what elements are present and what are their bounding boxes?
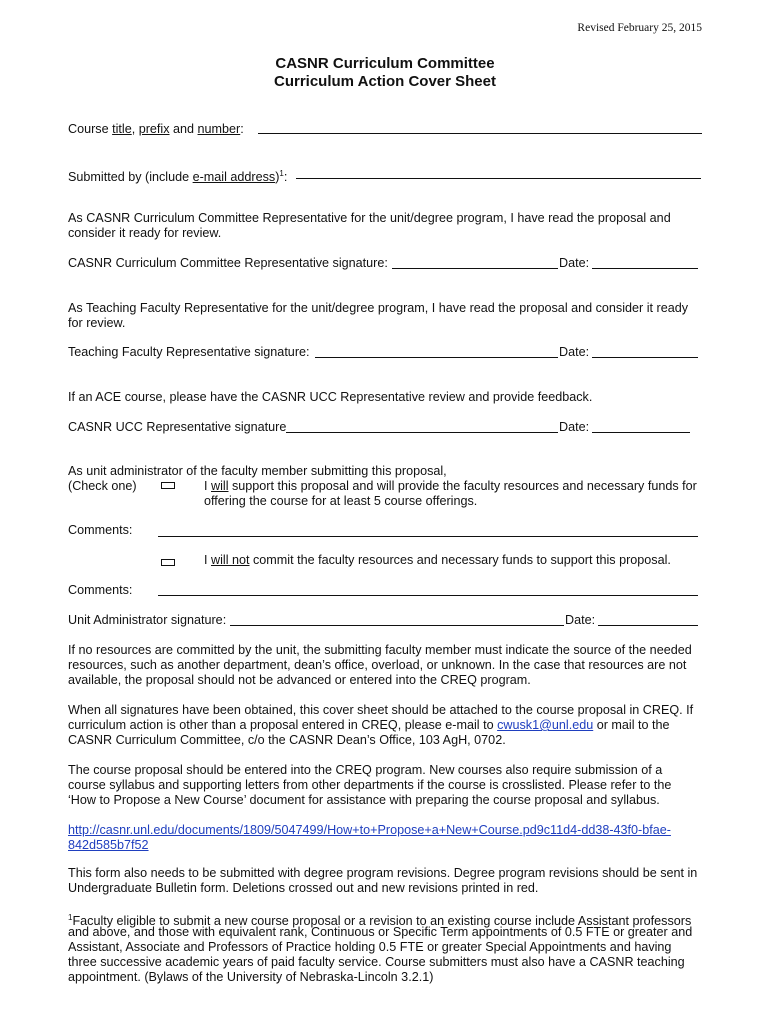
faculty-statement-line1: As Teaching Faculty Representative for the unit/degree program, I have read the proposal and consider it ready bbox=[68, 301, 689, 315]
creq-line3: ‘How to Propose a New Course’ document for assistance with preparing the course proposal and syllabus. bbox=[68, 793, 660, 807]
footnote-line1: $^1$Faculty eligible to submit a new course proposal or a revision to an existing course include Assistant professors bbox=[68, 913, 692, 929]
ucc-signature-input[interactable] bbox=[286, 432, 558, 433]
check-one-label: (Check one) bbox=[68, 479, 137, 493]
support-option-line1: I will support this proposal and will provide the faculty resources and necessary funds for bbox=[204, 479, 697, 493]
comments2-label: Comments: bbox=[68, 583, 133, 597]
faculty-statement-line2: for review. bbox=[68, 316, 126, 330]
rep-date-input[interactable] bbox=[592, 268, 698, 269]
comments2-input[interactable] bbox=[158, 595, 698, 596]
ucc-date-label: Date: bbox=[559, 420, 590, 434]
faculty-date-input[interactable] bbox=[592, 357, 698, 358]
comments-input[interactable] bbox=[158, 536, 698, 537]
ace-statement: If an ACE course, please have the CASNR UCC Representative review and provide feedback. bbox=[68, 390, 593, 404]
no-resources-line2: resources, such as another department, dean’s office, overload, or unknown. In the case that resources are not bbox=[68, 658, 687, 672]
course-field-input[interactable] bbox=[258, 133, 702, 134]
support-checkbox[interactable] bbox=[161, 482, 175, 489]
no-resources-line1: If no resources are committed by the unit, the submitting faculty member must indicate the source of the needed bbox=[68, 643, 692, 657]
ucc-date-input[interactable] bbox=[592, 432, 690, 433]
revision-date: Revised February 25, 2015 bbox=[577, 22, 702, 34]
how-to-propose-link-cont[interactable]: 842d585b7f52 bbox=[68, 838, 149, 852]
submitted-by-input[interactable] bbox=[296, 178, 701, 179]
faculty-signature-label: Teaching Faculty Representative signature: bbox=[68, 345, 310, 359]
admin-date-label: Date: bbox=[565, 613, 596, 627]
degree-line1: This form also needs to be submitted with degree program revisions. Degree program revisions should be sent in bbox=[68, 866, 698, 880]
support-option-line2: offering the course for at least 5 course offerings. bbox=[204, 494, 478, 508]
committee-title: CASNR Curriculum Committee bbox=[275, 55, 495, 72]
faculty-date-label: Date: bbox=[559, 345, 590, 359]
no-support-option: I will not commit the faculty resources and necessary funds to support this proposal. bbox=[204, 553, 671, 567]
rep-date-label: Date: bbox=[559, 256, 590, 270]
how-to-propose-link[interactable]: http://casnr.unl.edu/documents/1809/5047499/How+to+Propose+a+New+Course.pd9c11d4-dd38-43f0-bfae- bbox=[68, 823, 671, 837]
signatures-line2: curriculum action is other than a proposal entered in CREQ, please e-mail to cwusk1@unl.edu or mail to the bbox=[68, 718, 670, 732]
footnote-line3: Assistant, Associate and Professors of Practice holding 0.5 FTE or greater Special Appointments and having bbox=[68, 940, 672, 954]
footnote-line4: three successive academic years of paid faculty service. Course submitters must also have a CASNR teaching bbox=[68, 955, 685, 969]
submitted-by-label: Submitted by (include e-mail address)$^1$: bbox=[68, 169, 288, 185]
signatures-line1: When all signatures have been obtained, this cover sheet should be attached to the course proposal in CREQ. If bbox=[68, 703, 694, 717]
creq-line1: The course proposal should be entered into the CREQ program. New courses also require submission of a bbox=[68, 763, 663, 777]
rep-statement-line2: consider it ready for review. bbox=[68, 226, 222, 240]
admin-date-input[interactable] bbox=[598, 625, 698, 626]
degree-line2: Undergraduate Bulletin form. Deletions crossed out and new revisions printed in red. bbox=[68, 881, 539, 895]
no-support-checkbox[interactable] bbox=[161, 559, 175, 566]
ucc-signature-label: CASNR UCC Representative signature bbox=[68, 420, 287, 434]
creq-line2: course syllabus and supporting letters from other departments if the course is crosslisted. Please refer to the bbox=[68, 778, 672, 792]
email-link[interactable]: cwusk1@unl.edu bbox=[497, 718, 594, 732]
footnote-line2: and above, and those with equivalent rank, Continuous or Specific Term appointments of 0.5 FTE or greater and bbox=[68, 925, 693, 939]
faculty-signature-input[interactable] bbox=[315, 357, 558, 358]
rep-signature-label: CASNR Curriculum Committee Representative signature: bbox=[68, 256, 388, 270]
comments-label: Comments: bbox=[68, 523, 133, 537]
sheet-title: Curriculum Action Cover Sheet bbox=[274, 73, 496, 90]
admin-signature-input[interactable] bbox=[230, 625, 564, 626]
footnote-line5: appointment. (Bylaws of the University of Nebraska-Lincoln 3.2.1) bbox=[68, 970, 434, 984]
no-resources-line3: available, the proposal should not be advanced or entered into the CREQ program. bbox=[68, 673, 531, 687]
admin-statement: As unit administrator of the faculty member submitting this proposal, bbox=[68, 464, 447, 478]
rep-signature-input[interactable] bbox=[392, 268, 558, 269]
course-field-label: Course title, prefix and number: bbox=[68, 122, 244, 136]
rep-statement-line1: As CASNR Curriculum Committee Representative for the unit/degree program, I have read the proposal and bbox=[68, 211, 671, 225]
signatures-line3: CASNR Curriculum Committee, c/o the CASNR Dean’s Office, 103 AgH, 0702. bbox=[68, 733, 506, 747]
admin-signature-label: Unit Administrator signature: bbox=[68, 613, 227, 627]
